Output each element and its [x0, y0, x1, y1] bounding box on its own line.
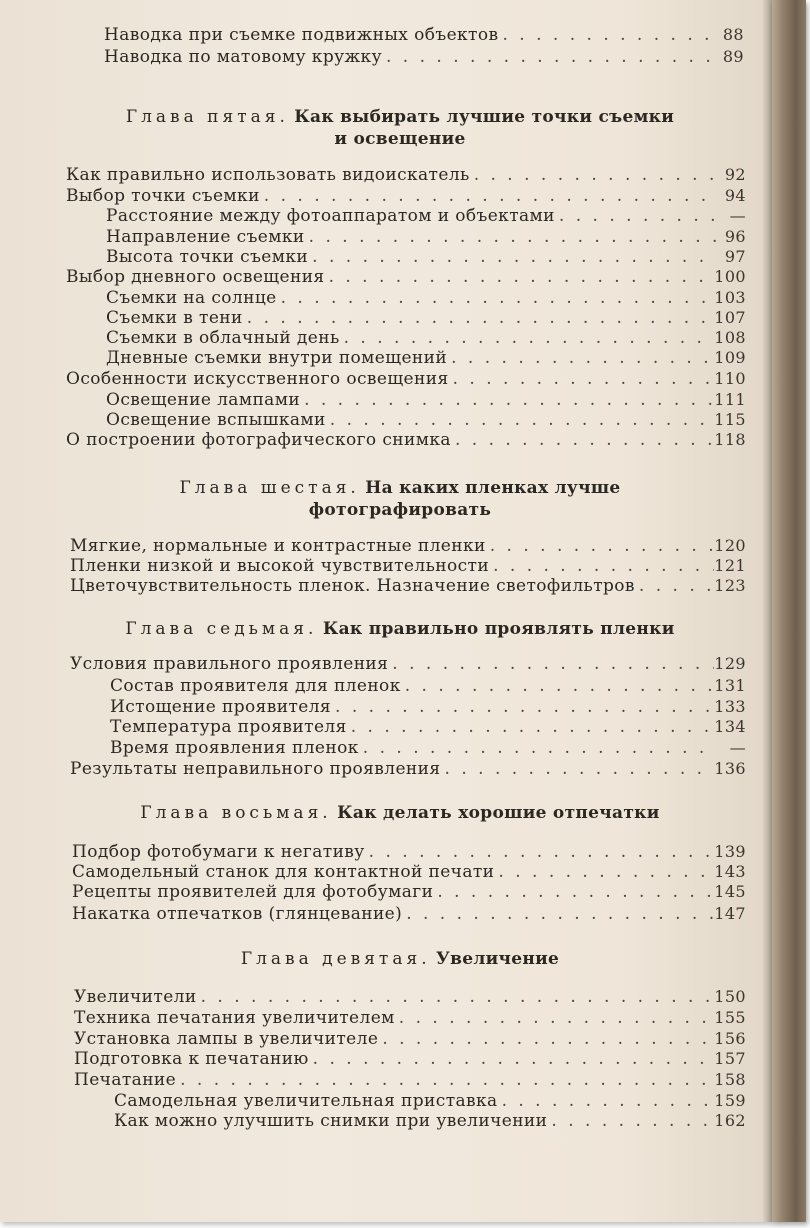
leader-dots	[470, 164, 716, 186]
toc-entry	[70, 758, 746, 780]
chapter-title: Увеличение	[436, 949, 560, 969]
toc-entry-title: Накатка отпечатков (глянцевание)	[72, 904, 403, 924]
toc-entry-title: Как правильно использовать видоискатель	[66, 165, 470, 185]
toc-entry-page: 103	[714, 288, 746, 307]
toc-entry	[72, 841, 746, 863]
toc-entry-page: 150	[714, 987, 746, 1006]
toc-entry-title: Освещение лампами	[106, 390, 301, 410]
leader-dots	[447, 347, 714, 369]
toc-entry	[106, 226, 746, 248]
toc-entry-title: Выбор точки съемки	[66, 186, 260, 206]
toc-entry	[110, 675, 746, 697]
leader-dots	[331, 696, 714, 718]
toc-entry-page: 121	[714, 556, 746, 575]
toc-entry-page: 97	[724, 247, 746, 266]
toc-entry-page: 131	[714, 676, 746, 695]
leader-dots	[359, 737, 716, 759]
toc-entry-page: 136	[714, 759, 746, 778]
leader-dots	[433, 881, 714, 903]
toc-entry	[110, 737, 746, 759]
leader-dots	[300, 389, 714, 411]
toc-entry-title: Рецепты проявителей для фотобумаги	[72, 882, 434, 902]
leader-dots	[378, 1028, 714, 1050]
toc-entry-page: 111	[714, 390, 746, 409]
toc-entry-page: 118	[714, 430, 746, 449]
toc-entry-title: Самодельная увеличительная приставка	[114, 1091, 498, 1111]
toc-entry-page: —	[729, 738, 746, 757]
chapter-title-cont: фотографировать	[308, 500, 492, 520]
leader-dots	[449, 368, 715, 390]
toc-entry-title: Температура проявителя	[110, 717, 347, 737]
leader-dots	[197, 986, 715, 1008]
toc-entry-page: 110	[714, 369, 746, 388]
toc-entry-title: Цветочувствительность пленок. Назначение светофильтров	[70, 576, 635, 596]
toc-entry	[114, 1110, 746, 1132]
toc-entry-page: 88	[722, 25, 744, 44]
toc-entry-page: 107	[714, 308, 746, 327]
leader-dots	[547, 1110, 714, 1132]
leader-dots	[260, 185, 716, 207]
toc-entry	[70, 575, 746, 597]
chapter-heading	[60, 802, 740, 824]
toc-entry-title: Мягкие, нормальные и контрастные пленки	[70, 536, 486, 556]
toc-entry-title: Направление съемки	[106, 227, 305, 247]
chapter-title: На каких пленках лучше	[365, 478, 621, 498]
toc-entry-title: Самодельный станок для контактной печати	[72, 862, 495, 882]
chapter-label: Глава пятая.	[125, 107, 289, 127]
toc-entry-title: Съемки в облачный день	[106, 328, 340, 348]
leader-dots	[388, 653, 714, 675]
toc-entry	[106, 287, 746, 309]
toc-entry-page: 156	[714, 1029, 746, 1048]
toc-entry	[110, 696, 746, 718]
toc-entry	[66, 368, 746, 390]
toc-entry-page: 133	[714, 697, 746, 716]
toc-entry	[66, 164, 746, 186]
toc-entry	[70, 555, 746, 577]
leader-dots	[441, 758, 715, 780]
toc-entry	[74, 1007, 746, 1029]
leader-dots	[243, 307, 714, 329]
toc-entry-page: 143	[714, 862, 746, 881]
toc-entry-title: Техника печатания увеличителем	[74, 1008, 395, 1028]
toc-entry-title: Результаты неправильного проявления	[70, 759, 441, 779]
toc-entry	[66, 266, 746, 288]
toc-entry	[74, 1069, 746, 1091]
toc-entry-title: Высота точки съемки	[106, 247, 309, 267]
leader-dots	[489, 555, 714, 577]
chapter-title-cont: и освещение	[334, 129, 466, 149]
toc-entry-title: Освещение вспышками	[106, 410, 326, 430]
toc-entry-page: 96	[724, 227, 746, 246]
toc-entry	[104, 24, 744, 46]
leader-dots	[382, 46, 714, 68]
toc-entry	[66, 185, 746, 207]
toc-entry-page: 109	[714, 348, 746, 367]
leader-dots	[340, 327, 715, 349]
toc-entry	[106, 205, 746, 227]
toc-entry	[104, 46, 744, 68]
toc-entry-title: Установка лампы в увеличителе	[74, 1029, 379, 1049]
chapter-heading	[60, 106, 740, 128]
leader-dots	[305, 226, 716, 248]
leader-dots	[498, 24, 714, 46]
chapter-label: Глава шестая.	[179, 478, 360, 498]
toc-entry-title: Наводка при съемке подвижных объектов	[104, 25, 499, 45]
toc-entry-title: Увеличители	[74, 987, 197, 1007]
toc-entry	[110, 716, 746, 738]
toc-entry	[106, 389, 746, 411]
leader-dots	[347, 716, 715, 738]
chapter-title: Как делать хорошие отпечатки	[337, 803, 660, 823]
toc-entry-title: Печатание	[74, 1070, 177, 1090]
toc-entry-title: Расстояние между фотоаппаратом и объектами	[106, 206, 555, 226]
chapter-heading	[60, 477, 740, 499]
toc-entry-page: 123	[714, 576, 746, 595]
toc-entry-page: 157	[714, 1049, 746, 1068]
toc-entry	[70, 653, 746, 675]
chapter-heading-cont	[60, 128, 740, 150]
leader-dots	[395, 1007, 714, 1029]
toc-entry-title: Особенности искусственного освещения	[66, 369, 449, 389]
toc-entry-page: 120	[714, 536, 746, 555]
toc-entry-page: 162	[714, 1111, 746, 1130]
chapter-title: Как выбирать лучшие точки съемки	[294, 107, 675, 127]
toc-entry-page: 115	[714, 410, 746, 429]
toc-entry-title: Подбор фотобумаги к негативу	[72, 842, 365, 862]
toc-entry	[106, 307, 746, 329]
toc-entry-title: Состав проявителя для пленок	[110, 676, 401, 696]
toc-entry-title: Выбор дневного освещения	[66, 267, 325, 287]
toc-entry	[70, 535, 746, 557]
leader-dots	[635, 575, 714, 597]
leader-dots	[365, 841, 715, 863]
leader-dots	[325, 266, 715, 288]
toc-entry	[72, 861, 746, 883]
toc-entry-page: 155	[714, 1008, 746, 1027]
chapter-label: Глава девятая.	[240, 949, 431, 969]
chapter-heading-cont	[60, 499, 740, 521]
chapter-heading	[60, 948, 740, 970]
toc-entry	[74, 1048, 746, 1070]
toc-entry-title: Как можно улучшить снимки при увеличении	[114, 1111, 548, 1131]
leader-dots	[555, 205, 716, 227]
toc-entry-page: 100	[714, 267, 746, 286]
book-spine	[772, 0, 806, 1222]
toc-entry	[106, 409, 746, 431]
toc-entry-page: 139	[714, 842, 746, 861]
toc-entry	[66, 429, 746, 451]
toc-entry	[114, 1090, 746, 1112]
leader-dots	[451, 429, 714, 451]
chapter-label: Глава седьмая.	[125, 619, 318, 639]
toc-entry-page: 145	[714, 882, 746, 901]
toc-entry-page: 159	[714, 1091, 746, 1110]
toc-entry-title: Время проявления пленок	[110, 738, 359, 758]
chapter-title: Как правильно проявлять пленки	[322, 619, 675, 639]
leader-dots	[486, 535, 715, 557]
toc-entry	[74, 1028, 746, 1050]
toc-entry-title: Пленки низкой и высокой чувствительности	[70, 556, 490, 576]
toc-entry-title: Наводка по матовому кружку	[104, 47, 382, 67]
leader-dots	[277, 287, 715, 309]
toc-entry	[74, 986, 746, 1008]
leader-dots	[494, 861, 714, 883]
toc-entry-title: Съемки в тени	[106, 308, 243, 328]
leader-dots	[309, 1048, 715, 1070]
toc-entry-title: Условия правильного проявления	[70, 654, 389, 674]
toc-entry	[106, 327, 746, 349]
chapter-label: Глава восьмая.	[140, 803, 332, 823]
toc-entry-page: 147	[714, 904, 746, 923]
toc-entry	[106, 246, 746, 268]
toc-entry-page: 158	[714, 1070, 746, 1089]
toc-entry-page: 134	[714, 717, 746, 736]
leader-dots	[402, 903, 714, 925]
leader-dots	[326, 409, 714, 431]
leader-dots	[176, 1069, 714, 1091]
toc-entry	[72, 903, 746, 925]
toc-entry-page: 92	[724, 165, 746, 184]
toc-entry-title: Истощение проявителя	[110, 697, 332, 717]
toc-entry-title: О построении фотографического снимка	[66, 430, 451, 450]
toc-entry-page: —	[729, 206, 746, 225]
toc-entry-page: 94	[724, 186, 746, 205]
toc-entry	[72, 881, 746, 903]
leader-dots	[401, 675, 715, 697]
chapter-heading	[60, 618, 740, 640]
leader-dots	[498, 1090, 715, 1112]
toc-entry	[106, 347, 746, 369]
page-gutter-shadow	[762, 0, 772, 1222]
toc-entry-page: 108	[714, 328, 746, 347]
toc-entry-page: 129	[714, 654, 746, 673]
toc-entry-title: Съемки на солнце	[106, 288, 277, 308]
leader-dots	[308, 246, 716, 268]
toc-entry-page: 89	[722, 47, 744, 66]
toc-entry-title: Дневные съемки внутри помещений	[106, 348, 448, 368]
toc-entry-title: Подготовка к печатанию	[74, 1049, 309, 1069]
